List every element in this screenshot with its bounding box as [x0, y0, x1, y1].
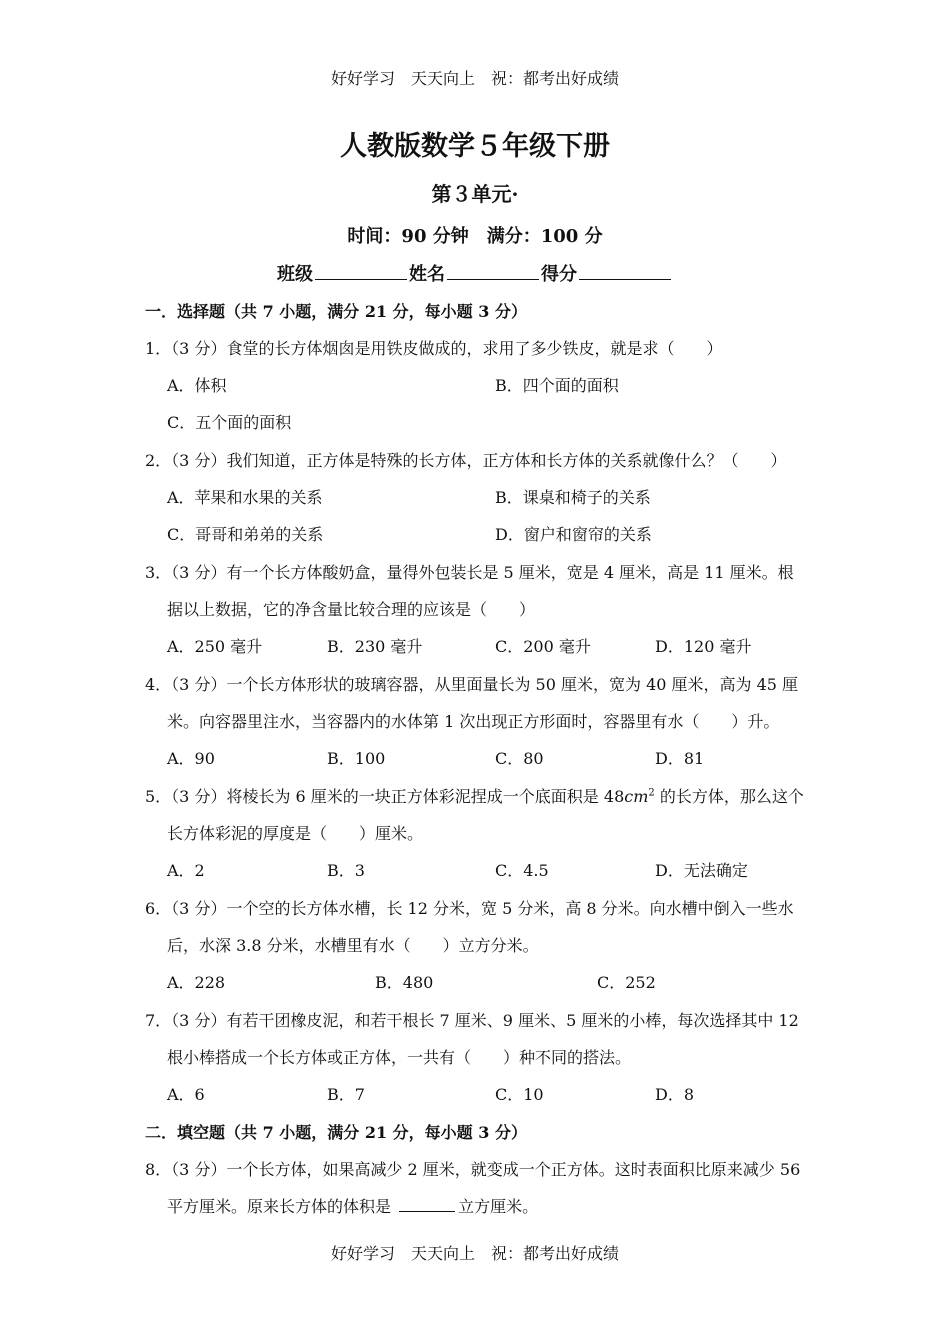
question-6-line2: 后，水深 3.8 分米，水槽里有水（ ）立方分米。	[167, 936, 539, 955]
q1-option-a[interactable]: A．体积	[167, 376, 227, 395]
name-label: 姓名	[409, 264, 445, 285]
q2-option-c[interactable]: C．哥哥和弟弟的关系	[167, 525, 324, 544]
q4-option-d[interactable]: D．81	[655, 749, 705, 768]
question-5-line2: 长方体彩泥的厚度是（ ）厘米。	[167, 824, 424, 843]
q3-option-a[interactable]: A．250 毫升	[167, 637, 263, 656]
question-5-line1	[145, 784, 804, 807]
class-blank[interactable]	[315, 261, 407, 280]
q5-option-a[interactable]: A．2	[167, 861, 205, 880]
student-info-line	[0, 260, 950, 286]
q3-option-b[interactable]: B．230 毫升	[327, 637, 423, 656]
q4-option-a[interactable]: A．90	[167, 749, 215, 768]
q5-option-d[interactable]: D．无法确定	[655, 861, 748, 880]
question-2: 2．（3 分）我们知道，正方体是特殊的长方体，正方体和长方体的关系就像什么？（ ）	[145, 451, 787, 470]
q2-option-d[interactable]: D．窗户和窗帘的关系	[495, 525, 652, 544]
q1-option-c[interactable]: C．五个面的面积	[167, 413, 292, 432]
q8-text-post: 立方厘米。	[458, 1197, 539, 1216]
q6-option-a[interactable]: A．228	[167, 973, 226, 992]
question-7-line2: 根小棒搭成一个长方体或正方体，一共有（ ）种不同的搭法。	[167, 1048, 632, 1067]
q3-option-c[interactable]: C．200 毫升	[495, 637, 591, 656]
name-blank[interactable]	[447, 261, 539, 280]
question-4-line2: 米。向容器里注水，当容器内的水体第 1 次出现正方形面时，容器里有水（ ）升。	[167, 712, 780, 731]
question-3-line1: 3．（3 分）有一个长方体酸奶盒，量得外包装长是 5 厘米，宽是 4 厘米，高是 11 厘米。根	[145, 563, 794, 582]
q4-option-c[interactable]: C．80	[495, 749, 544, 768]
page-header: 好好学习 天天向上 祝：都考出好成绩	[330, 69, 619, 88]
question-6-line1: 6．（3 分）一个空的长方体水槽，长 12 分米，宽 5 分米，高 8 分米。向水槽中倒入一些水	[145, 899, 794, 918]
question-7-line1: 7．（3 分）有若干团橡皮泥，和若干根长 7 厘米、9 厘米、5 厘米的小棒，每次选择其中 12	[145, 1011, 799, 1030]
unit-title: 第３单元·	[431, 182, 519, 206]
q5-text-post: 的长方体，那么这个	[654, 787, 804, 806]
q8-text-pre: 平方厘米。原来长方体的体积是	[167, 1197, 397, 1216]
q7-option-a[interactable]: A．6	[167, 1085, 205, 1104]
q6-option-b[interactable]: B．480	[375, 973, 434, 992]
q7-option-c[interactable]: C．10	[495, 1085, 544, 1104]
score-label: 得分	[541, 264, 577, 285]
q5-option-b[interactable]: B．3	[327, 861, 365, 880]
time-line: 时间：90 分钟 满分：100 分	[347, 226, 603, 247]
q2-option-a[interactable]: A．苹果和水果的关系	[167, 488, 323, 507]
q3-option-d[interactable]: D．120 毫升	[655, 637, 752, 656]
section-choice-heading: 一．选择题（共 7 小题，满分 21 分，每小题 3 分）	[145, 302, 527, 321]
question-8-line2	[167, 1194, 538, 1217]
q5-option-c[interactable]: C．4.5	[495, 861, 549, 880]
page-footer: 好好学习 天天向上 祝：都考出好成绩	[330, 1244, 619, 1263]
q6-option-c[interactable]: C．252	[597, 973, 656, 992]
question-1: 1．（3 分）食堂的长方体烟囱是用铁皮做成的，求用了多少铁皮，就是求（ ）	[145, 339, 723, 358]
question-4-line1: 4．（3 分）一个长方体形状的玻璃容器，从里面量长为 50 厘米，宽为 40 厘米，高为 45 厘	[145, 675, 799, 694]
q8-answer-blank[interactable]	[399, 1197, 455, 1212]
class-label: 班级	[277, 264, 313, 285]
q5-text-pre: 5．（3 分）将棱长为 6 厘米的一块正方体彩泥捏成一个底面积是 48	[145, 787, 625, 806]
q4-option-b[interactable]: B．100	[327, 749, 386, 768]
question-8-line1: 8．（3 分）一个长方体，如果高减少 2 厘米，就变成一个正方体。这时表面积比原来减少 56	[145, 1160, 801, 1179]
question-3-line2: 据以上数据，它的净含量比较合理的应该是（ ）	[167, 600, 536, 619]
q5-unit-exp: 2	[648, 787, 655, 799]
section-fill-heading: 二．填空题（共 7 小题，满分 21 分，每小题 3 分）	[145, 1123, 527, 1142]
q5-unit-cm: cm	[624, 787, 649, 806]
q1-option-b[interactable]: B．四个面的面积	[495, 376, 619, 395]
score-blank[interactable]	[579, 261, 671, 280]
q7-option-d[interactable]: D．8	[655, 1085, 695, 1104]
q2-option-b[interactable]: B．课桌和椅子的关系	[495, 488, 651, 507]
page-title: 人教版数学５年级下册	[340, 131, 610, 162]
q7-option-b[interactable]: B．7	[327, 1085, 365, 1104]
